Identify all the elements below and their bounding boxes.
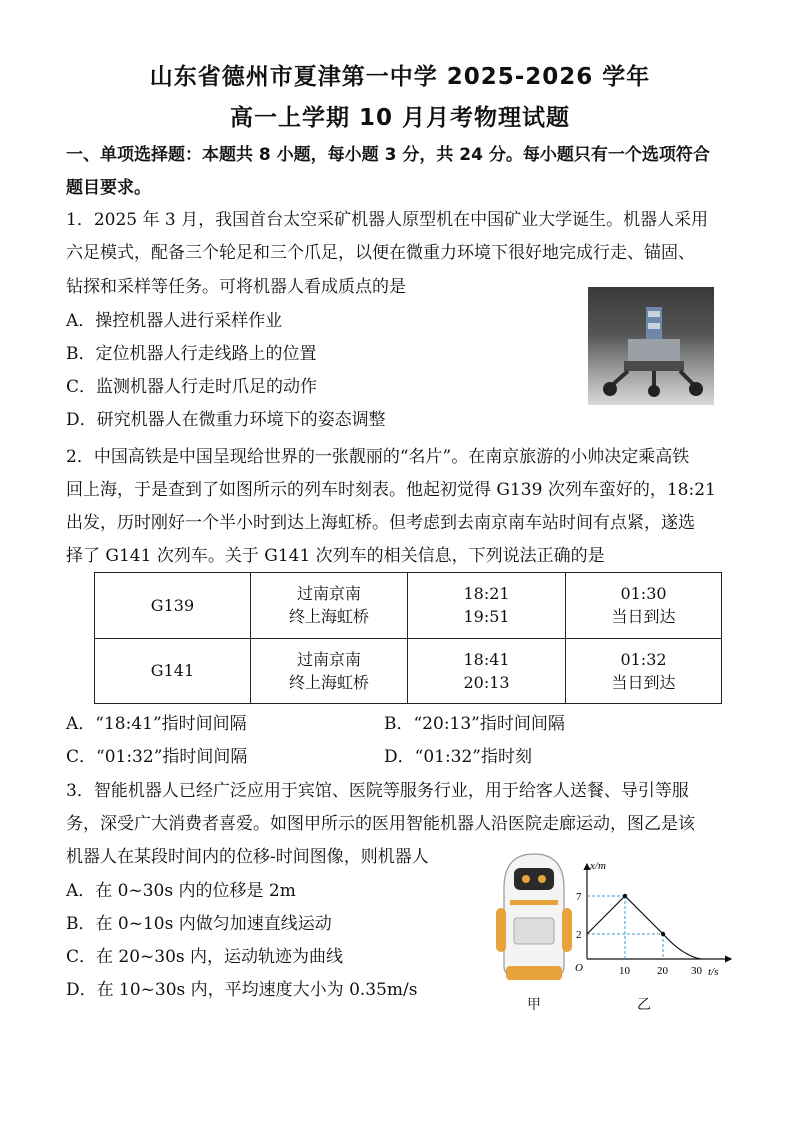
table-row [95,638,722,704]
q2-stem-line3: 出发，历时刚好一个半小时到达上海虹桥。但考虑到去南京南车站时间有点紧，遂选 [66,513,695,533]
mining-robot-photo [588,287,714,405]
departure-time: 18:41 [463,649,510,669]
section-heading-line1: 一、单项选择题：本题共 8 小题，每小题 3 分，共 24 分。每小题只有一个选项符合 [66,145,710,165]
route-terminal: 终上海虹桥 [288,672,369,692]
q1-option-b: B．定位机器人行走线路上的位置 [66,344,317,364]
duration-cell [565,638,721,704]
q1-option-d: D．研究机器人在微重力环境下的姿态调整 [66,410,386,430]
arrival-time: 19:51 [463,607,510,627]
figure-caption-jia: 甲 [527,997,541,1013]
q3-option-c: C．在 20~30s 内，运动轨迹为曲线 [66,947,344,967]
mining-robot-illustration [588,287,714,405]
graph-x-tick: 10 [619,965,630,977]
q2-stem-line2: 回上海，于是查到了如图所示的列车时刻表。他起初觉得 G139 次列车蛮好的，18:21 [66,480,716,500]
graph-x-label: t/s [708,966,719,978]
graph-y-tick: 2 [576,929,582,941]
duration-cell [565,573,721,639]
q2-option-c: C．“01:32”指时间间隔 [66,747,248,767]
time-cell [408,638,566,704]
exam-title-line2: 高一上学期 10 月月考物理试题 [229,105,571,131]
q3-option-b: B．在 0~10s 内做匀加速直线运动 [66,914,332,934]
duration: 01:32 [620,649,667,669]
graph-origin: O [575,962,583,974]
q2-option-d: D．“01:32”指时刻 [384,747,533,767]
figure-caption-yi: 乙 [637,997,651,1013]
q3-stem-line3: 机器人在某段时间内的位移-时间图像，则机器人 [66,847,429,867]
train-number: G139 [95,573,251,639]
arrival-note: 当日到达 [611,607,676,627]
q1-stem-line3: 钻探和采样等任务。可将机器人看成质点的是 [66,277,406,297]
q1-stem-line2: 六足模式，配备三个轮足和三个爪足，以便在微重力环境下很好地完成行走、锚固、 [66,243,695,263]
q3-stem-line1: 3．智能机器人已经广泛应用于宾馆、医院等服务行业，用于给客人送餐、导引等服 [66,781,689,801]
departure-time: 18:21 [463,584,510,604]
q1-option-c: C．监测机器人行走时爪足的动作 [66,377,318,397]
q1-option-a: A．操控机器人进行采样作业 [66,311,283,331]
q1-stem-line1: 1．2025 年 3 月，我国首台太空采矿机器人原型机在中国矿业大学诞生。机器人采用 [66,210,709,230]
route-terminal: 终上海虹桥 [288,607,369,627]
q2-option-b: B．“20:13”指时间间隔 [384,714,565,734]
route-cell [250,638,407,704]
train-number: G141 [95,638,251,704]
time-cell [408,573,566,639]
route-via: 过南京南 [296,584,361,604]
q2-option-a: A．“18:41”指时间间隔 [66,714,247,734]
q3-option-a: A．在 0~30s 内的位移是 2m [66,881,296,901]
train-timetable [94,572,722,704]
graph-y-tick: 7 [576,891,582,903]
route-via: 过南京南 [296,649,361,669]
graph-point [661,932,665,936]
q2-stem-line1: 2．中国高铁是中国呈现给世界的一张靓丽的“名片”。在南京旅游的小帅决定乘高铁 [66,447,690,467]
q3-stem-line2: 务，深受广大消费者喜爱。如图甲所示的医用智能机器人沿医院走廊运动，图乙是该 [66,814,695,834]
graph-x-tick: 20 [657,965,668,977]
table-row [95,573,722,639]
graph-point [623,894,627,898]
displacement-time-graph [565,858,735,983]
graph-x-tick: 30 [691,965,702,977]
q3-option-d: D．在 10~30s 内，平均速度大小为 0.35m/s [66,980,418,1000]
q2-stem-line4: 择了 G141 次列车。关于 G141 次列车的相关信息，下列说法正确的是 [66,546,605,566]
duration: 01:30 [620,584,667,604]
graph-y-label: x/m [590,860,606,872]
arrival-note: 当日到达 [611,672,676,692]
graph-curve [663,934,701,959]
exam-title-line1: 山东省德州市夏津第一中学 2025-2026 学年 [149,64,651,90]
arrival-time: 20:13 [463,672,510,692]
section-heading-line2: 题目要求。 [66,178,151,198]
route-cell [250,573,407,639]
